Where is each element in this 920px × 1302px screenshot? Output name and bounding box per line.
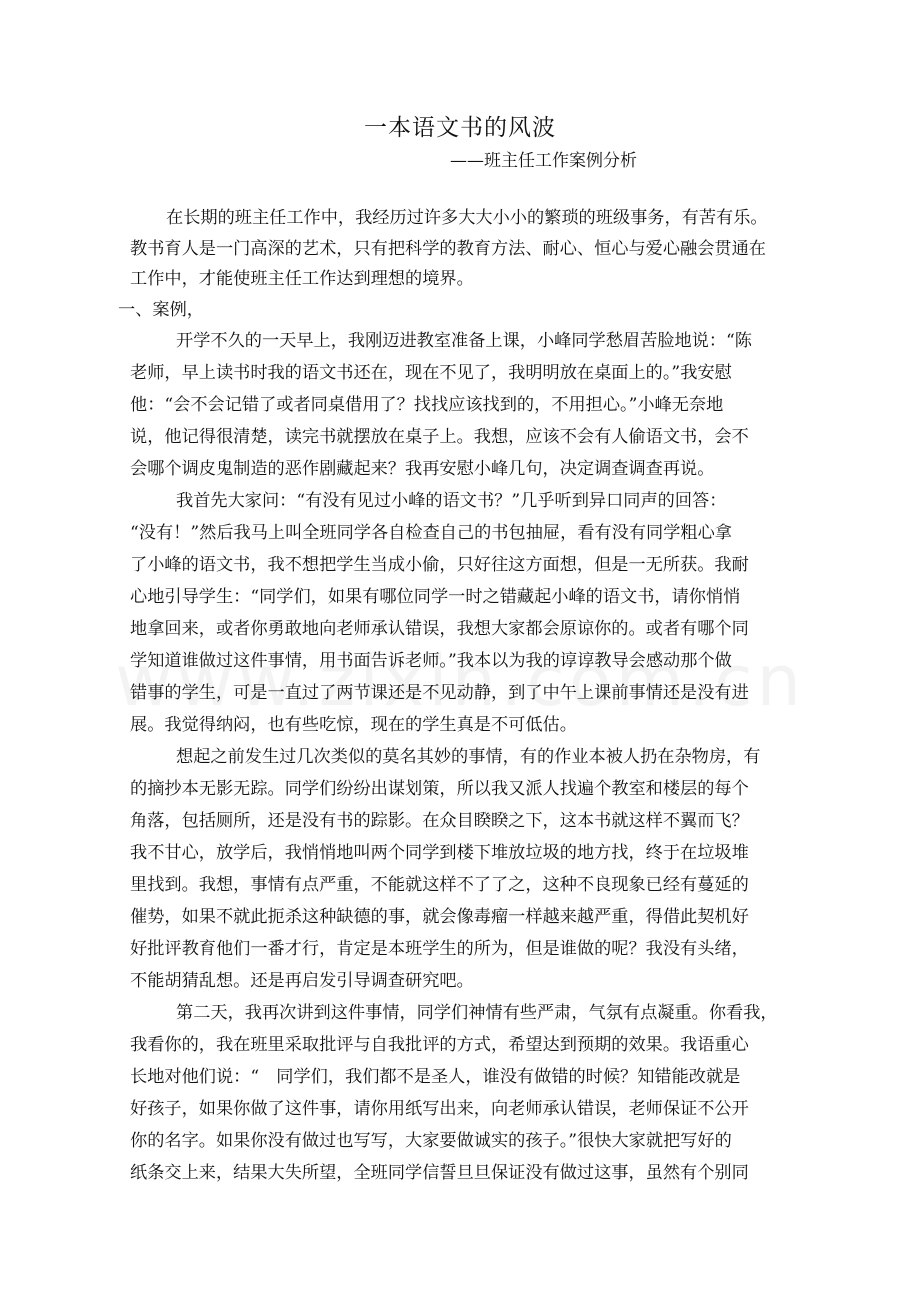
section-heading: 一、案例， xyxy=(118,300,204,320)
document-title: 一本语文书的风波 xyxy=(364,115,556,141)
text-line: “没有！”然后我马上叫全班同学各自检查自己的书包抽屉，看有没有同学粗心拿 xyxy=(130,523,732,543)
text-line: 教书育人是一门高深的艺术，只有把科学的教育方法、耐心、恒心与爱心融会贯通在 xyxy=(130,239,766,259)
text-line: 地拿回来，或者你勇敢地向老师承认错误，我想大家都会原谅你的。或者有哪个同 xyxy=(130,619,749,639)
text-line: 我不甘心，放学后，我悄悄地叫两个同学到楼下堆放垃圾的地方找，终于在垃圾堆 xyxy=(130,843,749,863)
text-line: 第二天，我再次讲到这件事情，同学们神情有些严肃，气氛有点凝重。你看我， xyxy=(176,1003,778,1023)
text-line: 长地对他们说：“ 同学们，我们都不是圣人，谁没有做错的时候？知错能改就是 xyxy=(130,1067,741,1087)
text-line: 心地引导学生：“同学们，如果有哪位同学一时之错藏起小峰的语文书，请你悄悄 xyxy=(130,587,741,607)
text-line: 他：“会不会记错了或者同桌借用了？找找应该找到的，不用担心。”小峰无奈地 xyxy=(130,395,724,415)
text-line: 不能胡猜乱想。还是再启发引导调查研究吧。 xyxy=(130,971,474,991)
text-line: 学知道谁做过这件事情，用书面告诉老师。”我本以为我的谆谆教导会感动那个做 xyxy=(130,651,732,671)
text-line: 会哪个调皮鬼制造的恶作剧藏起来？我再安慰小峰几句，决定调查调查再说。 xyxy=(130,459,715,479)
text-line: 错事的学生，可是一直过了两节课还是不见动静，到了中午上课前事情还是没有进 xyxy=(130,683,749,703)
document-subtitle: ——班主任工作案例分析 xyxy=(450,151,637,171)
text-line: 老师，早上读书时我的语文书还在，现在不见了，我明明放在桌面上的。”我安慰 xyxy=(130,363,732,383)
text-line: 想起之前发生过几次类似的莫名其妙的事情，有的作业本被人扔在杂物房，有 xyxy=(176,747,761,767)
text-line: 展。我觉得纳闷，也有些吃惊，现在的学生真是不可低估。 xyxy=(130,715,577,735)
text-line: 纸条交上来，结果大失所望，全班同学信誓旦旦保证没有做过这事，虽然有个别同 xyxy=(130,1163,749,1183)
text-line: 里找到。我想，事情有点严重，不能就这样不了了之，这种不良现象已经有蔓延的 xyxy=(130,875,749,895)
text-line: 说，他记得很清楚，读完书就摆放在桌子上。我想，应该不会有人偷语文书，会不 xyxy=(130,427,749,447)
text-line: 好孩子，如果你做了这件事，请你用纸写出来，向老师承认错误，老师保证不公开 xyxy=(130,1099,749,1119)
text-line: 工作中，才能使班主任工作达到理想的境界。 xyxy=(130,269,474,289)
text-line: 了小峰的语文书，我不想把学生当成小偷，只好往这方面想，但是一无所获。我耐 xyxy=(130,555,749,575)
text-line: 的摘抄本无影无踪。同学们纷纷出谋划策，所以我又派人找遍个教室和楼层的每个 xyxy=(130,779,749,799)
text-line: 催势，如果不就此扼杀这种缺德的事，就会像毒瘤一样越来越严重，得借此契机好 xyxy=(130,907,749,927)
text-line: 角落，包括厕所，还是没有书的踪影。在众目睽睽之下，这本书就这样不翼而飞？ xyxy=(130,811,749,831)
text-line: 好批评教育他们一番才行，肯定是本班学生的所为，但是谁做的呢？我没有头绪， xyxy=(130,939,749,959)
text-line: 在长期的班主任工作中，我经历过许多大大小小的繁琐的班级事务，有苦有乐。 xyxy=(166,208,768,228)
text-line: 开学不久的一天早上，我刚迈进教室准备上课，小峰同学愁眉苦脸地说：“陈 xyxy=(176,331,752,351)
text-line: 你的名字。如果你没有做过也写写，大家要做诚实的孩子。”很快大家就把写好的 xyxy=(130,1131,732,1151)
text-line: 我看你的，我在班里采取批评与自我批评的方式，希望达到预期的效果。我语重心 xyxy=(130,1035,749,1055)
text-line: 我首先大家问：“有没有见过小峰的语文书？”几乎听到异口同声的回答： xyxy=(176,491,727,511)
